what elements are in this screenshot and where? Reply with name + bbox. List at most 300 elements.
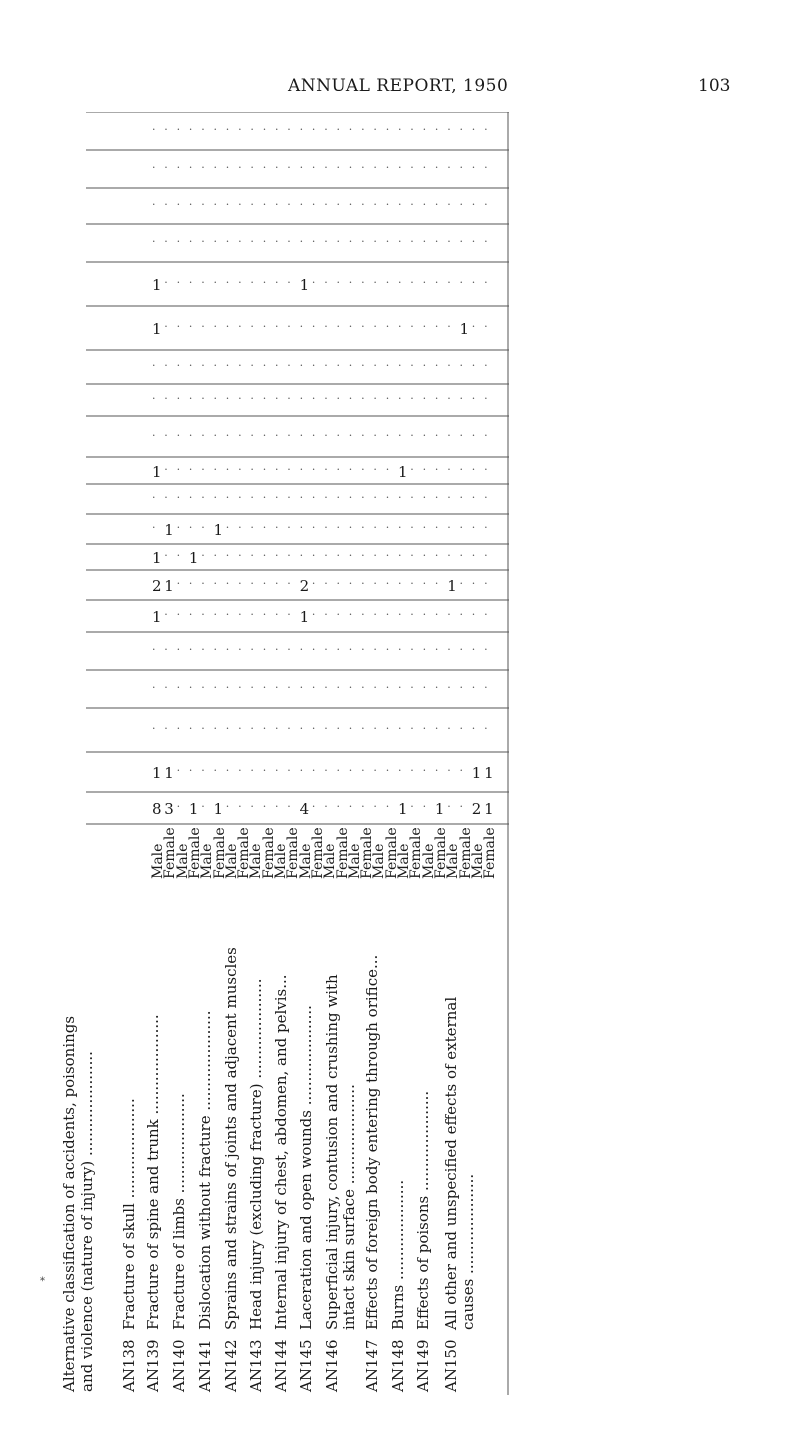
leader-dot: · <box>250 608 257 621</box>
leader-dot: · <box>361 549 368 562</box>
leader-dot: · <box>434 161 442 174</box>
leader-dot: · <box>238 608 245 621</box>
leader-dot: · <box>348 722 356 735</box>
leader-dot: · <box>447 549 454 562</box>
leader-dot: · <box>348 643 356 656</box>
leader-dot: · <box>164 359 171 372</box>
leader-dot: · <box>422 722 430 735</box>
leader-dot: · <box>287 123 294 136</box>
leader-dot: · <box>410 800 417 813</box>
leader-dot: · <box>311 577 319 590</box>
leader-dot: · <box>225 643 233 656</box>
leader-dot: · <box>447 276 454 289</box>
leader-dot: · <box>164 320 171 333</box>
leader-dot: · <box>324 608 331 621</box>
leader-dot: · <box>238 392 245 405</box>
leader-dot: · <box>447 123 454 136</box>
leader-dot: · <box>311 235 319 248</box>
leader-dot: · <box>434 643 442 656</box>
leader-dot: · <box>398 392 405 405</box>
leader-dot: · <box>324 549 331 562</box>
leader-dot: · <box>275 123 282 136</box>
leader-dot: · <box>324 462 331 476</box>
leader-dot: · <box>434 198 442 211</box>
leader-dot: · <box>361 392 368 405</box>
leader-dot: · <box>287 643 294 656</box>
leader-dot: · <box>311 123 319 136</box>
leader-dot: · <box>385 800 393 813</box>
leader-dot: · <box>188 392 196 405</box>
leader-dot: · <box>398 276 405 289</box>
leader-dot: · <box>434 521 442 534</box>
leader-dot: · <box>299 198 307 211</box>
leader-dot: · <box>324 235 331 248</box>
leader-dot: · <box>213 491 220 504</box>
leader-dot: · <box>361 491 368 504</box>
leader-dot: · <box>213 161 220 174</box>
leader-dot: · <box>311 392 319 405</box>
leader-dot: · <box>447 428 454 442</box>
leader-dot: · <box>324 428 331 442</box>
leader-dot: · <box>275 462 282 476</box>
leader-dot: · <box>262 320 270 333</box>
leader-dot: · <box>324 198 331 211</box>
leader-dot: · <box>238 320 245 333</box>
leader-dot: · <box>188 491 196 504</box>
leader-dot: · <box>188 198 196 211</box>
leader-dot: · <box>434 577 442 590</box>
leader-dot: · <box>287 764 294 777</box>
leader-dot: · <box>484 235 491 248</box>
leader-dot: · <box>311 359 319 372</box>
leader-dot: · <box>299 392 307 405</box>
leader-dot: · <box>188 521 196 534</box>
leader-dot: · <box>275 235 282 248</box>
leader-dot: · <box>164 681 171 694</box>
leader-dot: · <box>348 764 356 777</box>
leader-dot: · <box>348 491 356 504</box>
leader-dot: · <box>324 123 331 136</box>
sex-label: Male <box>396 843 412 879</box>
leader-dot: · <box>201 722 208 735</box>
leader-dot: · <box>447 800 454 813</box>
leader-dot: · <box>348 681 356 694</box>
leader-dot: · <box>410 491 417 504</box>
leader-dot: · <box>299 359 307 372</box>
leader-dot: · <box>422 681 430 694</box>
leader-dot: · <box>176 123 184 136</box>
leader-dot: · <box>373 549 380 562</box>
leader-dot: · <box>434 123 442 136</box>
leader-dot: · <box>484 643 491 656</box>
leader-dot: · <box>262 359 270 372</box>
count-value: 1 <box>152 549 162 567</box>
leader-dot: · <box>385 462 393 476</box>
leader-dot: · <box>336 276 343 289</box>
sex-label: Male <box>150 843 166 879</box>
leader-dot: · <box>324 320 331 333</box>
leader-dot: · <box>201 320 208 333</box>
leader-dot: · <box>176 198 184 211</box>
leader-dot: · <box>373 608 380 621</box>
leader-dot: · <box>262 392 270 405</box>
leader-dot: · <box>336 643 343 656</box>
row-cause: Sprains and strains of joints and adjacent muscles <box>222 947 240 1330</box>
leader-dot: · <box>250 320 257 333</box>
leader-dot: · <box>361 608 368 621</box>
leader-dot: · <box>398 428 405 442</box>
leader-dot: · <box>410 161 417 174</box>
leader-dot: · <box>201 549 208 562</box>
leader-dot: · <box>410 320 417 333</box>
leader-dot: · <box>176 608 184 621</box>
leader-dot: · <box>250 681 257 694</box>
leader-dot: · <box>201 491 208 504</box>
leader-dot: · <box>213 235 220 248</box>
count-value: 2 <box>152 577 162 595</box>
leader-dot: · <box>250 276 257 289</box>
leader-dot: · <box>201 161 208 174</box>
leader-dot: · <box>201 276 208 289</box>
page-number: 103 <box>698 76 731 96</box>
leader-dot: · <box>410 462 417 476</box>
leader-dot: · <box>459 198 466 211</box>
leader-dot: · <box>299 722 307 735</box>
leader-dot: · <box>152 428 159 442</box>
leader-dot: · <box>188 577 196 590</box>
leader-dot: · <box>385 359 393 372</box>
row-code: AN148 <box>389 1339 407 1392</box>
leader-dot: · <box>201 198 208 211</box>
leader-dot: · <box>311 428 319 442</box>
count-value: 1 <box>398 462 408 481</box>
leader-dot: · <box>373 428 380 442</box>
leader-dot: · <box>410 549 417 562</box>
leader-dot: · <box>188 123 196 136</box>
count-value: 1 <box>188 549 199 567</box>
leader-dot: · <box>336 359 343 372</box>
leader-dot: · <box>275 198 282 211</box>
leader-dot: · <box>287 392 294 405</box>
leader-dot: · <box>275 359 282 372</box>
leader-dot: · <box>422 491 430 504</box>
leader-dot: · <box>471 428 479 442</box>
leader-dot: · <box>373 235 380 248</box>
leader-dot: · <box>152 198 159 211</box>
leader-dot: · <box>201 577 208 590</box>
leader-dot: · <box>176 722 184 735</box>
leader-dot: · <box>176 577 184 590</box>
leader-dot: · <box>385 549 393 562</box>
row-cause: Dislocation without fracture ..................... <box>196 1010 214 1330</box>
leader-dot: · <box>188 161 196 174</box>
leader-dot: · <box>361 681 368 694</box>
leader-dot: · <box>176 521 184 534</box>
leader-dot: · <box>275 428 282 442</box>
leader-dot: · <box>324 681 331 694</box>
leader-dot: · <box>471 681 479 694</box>
sex-label: Male <box>469 843 486 879</box>
leader-dot: · <box>225 320 233 333</box>
leader-dot: · <box>422 643 430 656</box>
leader-dot: · <box>336 123 343 136</box>
leader-dot: · <box>238 800 245 813</box>
leader-dot: · <box>471 392 479 405</box>
row-code: AN138 <box>120 1339 138 1392</box>
leader-dot: · <box>410 276 417 289</box>
leader-dot: · <box>262 123 270 136</box>
leader-dot: · <box>373 392 380 405</box>
leader-dot: · <box>188 462 196 476</box>
leader-dot: · <box>385 722 393 735</box>
leader-dot: · <box>385 123 393 136</box>
leader-dot: · <box>373 764 380 777</box>
leader-dot: · <box>299 643 307 656</box>
leader-dot: · <box>262 608 270 621</box>
leader-dot: · <box>373 320 380 333</box>
leader-dot: · <box>422 123 430 136</box>
leader-dot: · <box>484 320 491 333</box>
leader-dot: · <box>152 161 159 174</box>
leader-dot: · <box>225 608 233 621</box>
leader-dot: · <box>373 722 380 735</box>
leader-dot: · <box>373 521 380 534</box>
leader-dot: · <box>250 491 257 504</box>
leader-dot: · <box>336 722 343 735</box>
row-cause: Fracture of spine and trunk ..................... <box>144 1014 162 1330</box>
leader-dot: · <box>188 643 196 656</box>
leader-dot: · <box>422 161 430 174</box>
leader-dot: · <box>459 549 466 562</box>
leader-dot: · <box>422 428 430 442</box>
leader-dot: · <box>459 521 466 534</box>
leader-dot: · <box>152 123 159 136</box>
leader-dot: · <box>225 198 233 211</box>
leader-dot: · <box>188 235 196 248</box>
leader-dot: · <box>361 320 368 333</box>
leader-dot: · <box>213 359 220 372</box>
leader-dot: · <box>422 577 430 590</box>
leader-dot: · <box>422 764 430 777</box>
leader-dot: · <box>287 359 294 372</box>
sex-label: Female <box>408 827 425 879</box>
leader-dot: · <box>336 608 343 621</box>
leader-dot: · <box>311 276 319 289</box>
count-value: 3 <box>164 800 174 818</box>
leader-dot: · <box>471 491 479 504</box>
count-value: 1 <box>459 320 470 338</box>
leader-dot: · <box>434 681 442 694</box>
leader-dot: · <box>262 491 270 504</box>
leader-dot: · <box>398 722 405 735</box>
leader-dot: · <box>275 764 282 777</box>
leader-dot: · <box>471 123 479 136</box>
leader-dot: · <box>385 681 393 694</box>
leader-dot: · <box>188 764 196 777</box>
leader-dot: · <box>447 722 454 735</box>
leader-dot: · <box>361 643 368 656</box>
leader-dot: · <box>213 123 220 136</box>
leader-dot: · <box>201 392 208 405</box>
leader-dot: · <box>238 428 245 442</box>
leader-dot: · <box>398 764 405 777</box>
leader-dot: · <box>361 123 368 136</box>
sex-label: Female <box>285 827 302 879</box>
leader-dot: · <box>299 681 307 694</box>
row-code: AN144 <box>272 1339 290 1392</box>
row-code: AN141 <box>196 1339 214 1392</box>
leader-dot: · <box>348 428 356 442</box>
leader-dot: · <box>250 359 257 372</box>
leader-dot: · <box>361 235 368 248</box>
leader-dot: · <box>250 235 257 248</box>
leader-dot: · <box>238 722 245 735</box>
leader-dot: · <box>275 276 282 289</box>
leader-dot: · <box>287 722 294 735</box>
leader-dot: · <box>311 462 319 476</box>
leader-dot: · <box>484 198 491 211</box>
leader-dot: · <box>434 549 442 562</box>
leader-dot: · <box>275 800 282 813</box>
row-code: AN149 <box>414 1339 432 1392</box>
leader-dot: · <box>176 235 184 248</box>
leader-dot: · <box>262 800 270 813</box>
leader-dot: · <box>324 722 331 735</box>
footnote-mark: * <box>40 1276 45 1287</box>
leader-dot: · <box>459 359 466 372</box>
leader-dot: · <box>213 608 220 621</box>
leader-dot: · <box>275 320 282 333</box>
leader-dot: · <box>213 577 220 590</box>
leader-dot: · <box>336 549 343 562</box>
leader-dot: · <box>188 320 196 333</box>
leader-dot: · <box>311 800 319 813</box>
leader-dot: · <box>373 800 380 813</box>
leader-dot: · <box>324 764 331 777</box>
leader-dot: · <box>398 359 405 372</box>
leader-dot: · <box>361 462 368 476</box>
leader-dot: · <box>287 235 294 248</box>
leader-dot: · <box>311 198 319 211</box>
leader-dot: · <box>348 161 356 174</box>
leader-dot: · <box>225 123 233 136</box>
leader-dot: · <box>238 235 245 248</box>
leader-dot: · <box>238 577 245 590</box>
leader-dot: · <box>336 161 343 174</box>
leader-dot: · <box>471 643 479 656</box>
leader-dot: · <box>410 428 417 442</box>
leader-dot: · <box>471 577 479 590</box>
leader-dot: · <box>410 577 417 590</box>
leader-dot: · <box>385 392 393 405</box>
leader-dot: · <box>471 462 479 476</box>
leader-dot: · <box>201 681 208 694</box>
row-cause: Fracture of skull ..................... <box>120 1098 138 1330</box>
leader-dot: · <box>152 359 159 372</box>
page-header <box>0 0 800 100</box>
leader-dot: · <box>471 722 479 735</box>
leader-dot: · <box>188 276 196 289</box>
leader-dot: · <box>459 276 466 289</box>
leader-dot: · <box>410 722 417 735</box>
leader-dot: · <box>348 123 356 136</box>
leader-dot: · <box>434 428 442 442</box>
count-value: 1 <box>188 800 199 818</box>
leader-dot: · <box>447 235 454 248</box>
leader-dot: · <box>398 549 405 562</box>
leader-dot: · <box>410 608 417 621</box>
row-code: AN139 <box>144 1339 162 1392</box>
leader-dot: · <box>336 428 343 442</box>
leader-dot: · <box>287 161 294 174</box>
leader-dot: · <box>213 549 220 562</box>
leader-dot: · <box>484 491 491 504</box>
leader-dot: · <box>287 577 294 590</box>
leader-dot: · <box>385 608 393 621</box>
leader-dot: · <box>324 800 331 813</box>
sex-label: Male <box>371 843 388 879</box>
leader-dot: · <box>484 161 491 174</box>
leader-dot: · <box>262 764 270 777</box>
leader-dot: · <box>422 608 430 621</box>
leader-dot: · <box>311 161 319 174</box>
leader-dot: · <box>422 198 430 211</box>
leader-dot: · <box>348 276 356 289</box>
leader-dot: · <box>410 764 417 777</box>
leader-dot: · <box>238 462 245 476</box>
leader-dot: · <box>398 161 405 174</box>
leader-dot: · <box>299 320 307 333</box>
leader-dot: · <box>336 198 343 211</box>
row-cause: Burns ..................... <box>389 1179 407 1330</box>
sex-label: Male <box>174 843 191 879</box>
row-cause: intact skin surface ..................... <box>340 1084 358 1330</box>
leader-dot: · <box>311 491 319 504</box>
leader-dot: · <box>459 764 466 777</box>
leader-dot: · <box>287 491 294 504</box>
leader-dot: · <box>176 428 184 442</box>
leader-dot: · <box>361 521 368 534</box>
leader-dot: · <box>225 235 233 248</box>
leader-dot: · <box>164 428 171 442</box>
leader-dot: · <box>410 643 417 656</box>
leader-dot: · <box>299 549 307 562</box>
leader-dot: · <box>299 428 307 442</box>
leader-dot: · <box>484 681 491 694</box>
leader-dot: · <box>188 681 196 694</box>
count-value: 1 <box>152 276 162 294</box>
leader-dot: · <box>238 491 245 504</box>
leader-dot: · <box>152 392 159 405</box>
leader-dot: · <box>287 681 294 694</box>
leader-dot: · <box>398 320 405 333</box>
sex-label: Female <box>236 827 253 879</box>
leader-dot: · <box>361 764 368 777</box>
leader-dot: · <box>447 521 454 534</box>
leader-dot: · <box>250 392 257 405</box>
leader-dot: · <box>484 722 491 735</box>
leader-dot: · <box>262 521 270 534</box>
leader-dot: · <box>459 643 466 656</box>
row-code: AN150 <box>442 1339 460 1392</box>
leader-dot: · <box>422 462 430 476</box>
leader-dot: · <box>459 462 466 476</box>
leader-dot: · <box>459 681 466 694</box>
leader-dot: · <box>348 608 356 621</box>
leader-dot: · <box>275 521 282 534</box>
count-value: 1 <box>434 800 445 818</box>
leader-dot: · <box>471 235 479 248</box>
